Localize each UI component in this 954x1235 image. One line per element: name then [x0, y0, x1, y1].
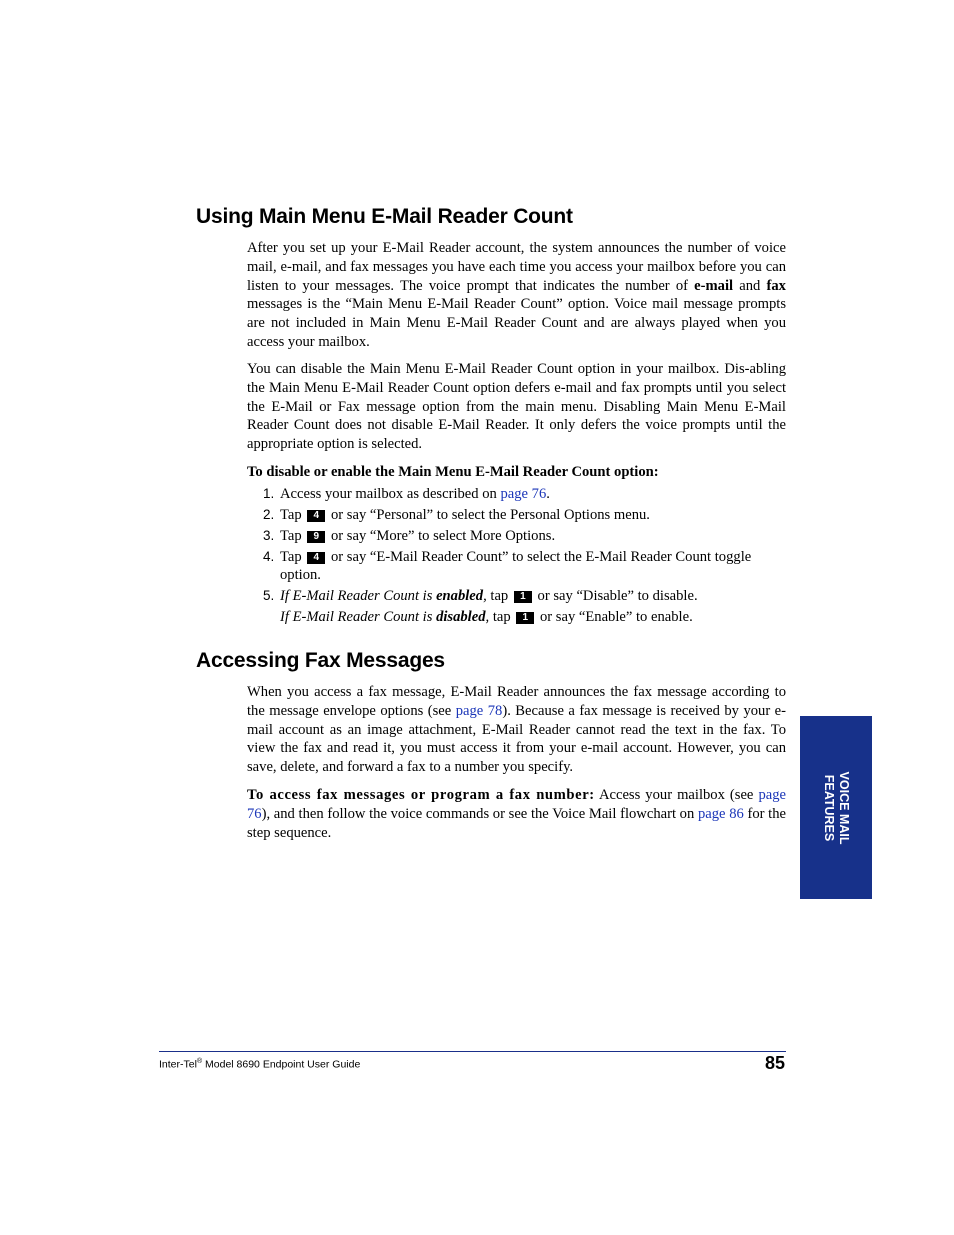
page-76-link[interactable]: page 76 [247, 787, 786, 822]
procedure-heading: To disable or enable the Main Menu E-Mail Reader Count option: [247, 464, 659, 480]
chapter-tab-label: VOICE MAIL FEATURES [822, 771, 851, 844]
step-3: 3. Tap 9 or say “More” to select More Options. [263, 528, 556, 544]
key-9-icon: 9 [307, 531, 325, 543]
key-1-icon: 1 [514, 591, 532, 603]
page-86-link[interactable]: page 86 [697, 805, 744, 822]
procedure-steps [247, 485, 786, 608]
key-4-icon: 4 [307, 552, 325, 564]
footer-divider [159, 1051, 786, 1052]
page-number: 85 [764, 1053, 785, 1073]
intro-paragraph: After you set up your E-Mail Reader account, the system announces the number of voice mail, e-mail, and fax messages you have each time you access your mailbox before you can listen to your messages. The voice prompt that indicates the number of e-mail and fax messages is the “Main Menu E-Mail Reader Count” option. Voice mail message prompts are not included in Main Menu E-Mail Reader Count and are always played when you access your mailbox. [247, 240, 786, 350]
key-4-icon: 4 [307, 510, 325, 522]
step-5: 5. If E-Mail Reader Count is enabled, tap 1 or say “Disable” to disable. [263, 588, 698, 604]
chapter-tab[interactable] [800, 716, 872, 899]
section-heading-fax-messages: Accessing Fax Messages [196, 649, 445, 672]
step-1: 1. Access your mailbox as described on page 76. [263, 486, 550, 502]
footer-title: Inter-Tel® Model 8690 Endpoint User Guide [159, 1058, 361, 1071]
step-5-alternate: If E-Mail Reader Count is disabled, tap 1 or say “Enable” to enable. [280, 609, 693, 625]
section-heading-email-reader-count: Using Main Menu E-Mail Reader Count [196, 205, 573, 228]
step-2: 2. Tap 4 or say “Personal” to select the Personal Options menu. [263, 507, 650, 523]
fax-procedure-paragraph: To access fax messages or program a fax number: Access your mailbox (see page 76), and then follow the voice commands or see the Voice Mail flowchart on page 86 for the step sequence. [247, 787, 787, 841]
page-78-link[interactable]: page 78 [455, 702, 503, 719]
key-1-icon: 1 [516, 612, 534, 624]
page-76-link[interactable]: page 76 [500, 486, 547, 502]
disable-paragraph: You can disable the Main Menu E-Mail Reader Count option in your mailbox. Dis-abling the Main Menu E-Mail Reader Count option defers e-mail and fax prompts until you select the E-Mail or Fax message option from the main menu. Disabling Main Menu E-Mail Reader Count does not disable E-Mail Reader. It only defers the voice prompts until the appropriate option is selected. [247, 361, 786, 453]
step-4: 4. Tap 4 or say “E-Mail Reader Count” to select the E-Mail Reader Count toggle option. [263, 549, 752, 583]
fax-paragraph: When you access a fax message, E-Mail Reader announces the fax message according to the message envelope options (see page 78). Because a fax message is received by your e-mail account as an image attachment, E-Mail Reader cannot read the text in the fax. To view the fax and read it, you must access it from your e-mail account. However, you can save, delete, and forward a fax to a number you specify. [247, 684, 786, 776]
